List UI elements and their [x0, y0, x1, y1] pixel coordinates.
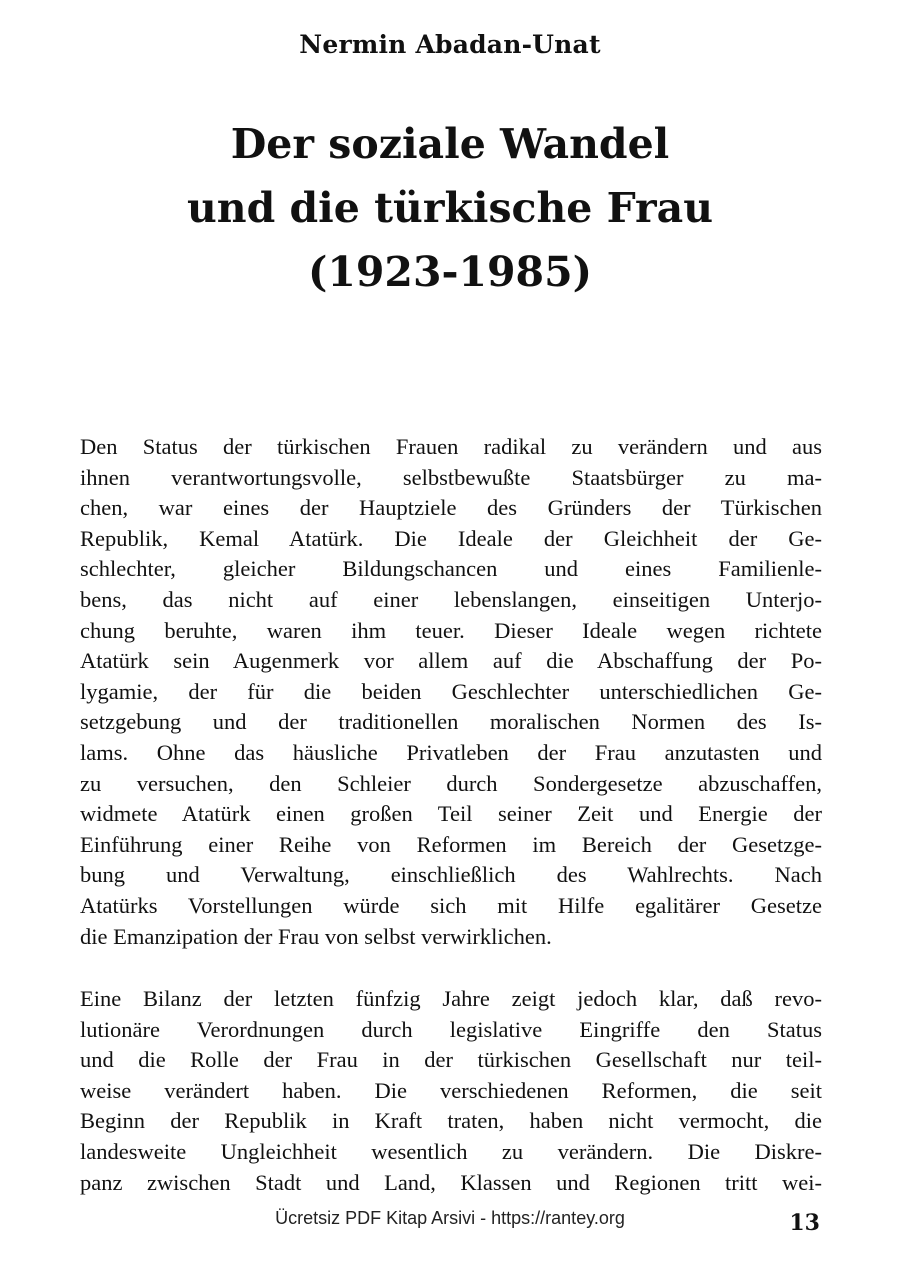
footer-source-link: Ücretsiz PDF Kitap Arsivi - https://rantey.org	[275, 1208, 625, 1228]
text-line: Beginn der Republik in Kraft traten, haben nicht vermocht, die	[80, 1108, 822, 1134]
text-line: zu versuchen, den Schleier durch Sondergesetze abzuschaffen,	[80, 770, 822, 796]
text-line: ihnen verantwortungsvolle, selbstbewußte Staatsbürger zu ma-	[80, 464, 822, 490]
text-line: panz zwischen Stadt und Land, Klassen und Regionen tritt wei-	[80, 1169, 822, 1195]
chapter-title	[0, 112, 900, 304]
text-line: lygamie, der für die beiden Geschlechter unterschiedlichen Ge-	[80, 678, 822, 704]
text-line: bens, das nicht auf einer lebenslangen, einseitigen Unterjo-	[80, 586, 822, 612]
text-line: landesweite Ungleichheit wesentlich zu verändern. Die Diskre-	[80, 1138, 822, 1164]
text-line: schlechter, gleicher Bildungschancen und eines Familienle-	[80, 556, 822, 582]
title-line: (1923-1985)	[307, 248, 593, 296]
page-number: 13	[789, 1210, 820, 1236]
text-line: bung und Verwaltung, einschließlich des Wahlrechts. Nach	[80, 862, 822, 888]
text-line: Atatürk sein Augenmerk vor allem auf die Abschaffung der Po-	[80, 648, 822, 674]
text-line: widmete Atatürk einen großen Teil seiner Zeit und Energie der	[80, 801, 822, 827]
text-line: Eine Bilanz der letzten fünfzig Jahre zeigt jedoch klar, daß revo-	[80, 986, 822, 1011]
paragraph-2	[80, 984, 822, 1198]
text-line: die Emanzipation der Frau von selbst verwirklichen.	[80, 923, 552, 949]
title-line: Der soziale Wandel	[230, 120, 670, 168]
text-line: chen, war eines der Hauptziele des Gründers der Türkischen	[80, 495, 822, 521]
text-line: weise verändert haben. Die verschiedenen Reformen, die seit	[80, 1077, 822, 1103]
text-line: setzgebung und der traditionellen moralischen Normen des Is-	[80, 709, 822, 735]
text-line: Atatürks Vorstellungen würde sich mit Hilfe egalitärer Gesetze	[80, 892, 822, 918]
text-line: lams. Ohne das häusliche Privatleben der Frau anzutasten und	[80, 739, 822, 765]
author-name: Nermin Abadan-Unat	[299, 30, 601, 59]
text-line: Einführung einer Reihe von Reformen im Bereich der Gesetzge-	[80, 831, 822, 857]
text-line: lutionäre Verordnungen durch legislative Eingriffe den Status	[80, 1016, 822, 1042]
text-line: chung beruhte, waren ihm teuer. Dieser Ideale wegen richtete	[80, 617, 822, 643]
title-line: und die türkische Frau	[186, 184, 714, 232]
text-line: Den Status der türkischen Frauen radikal zu verändern und aus	[80, 434, 822, 459]
text-line: und die Rolle der Frau in der türkischen Gesellschaft nur teil-	[80, 1047, 822, 1073]
text-line: Republik, Kemal Atatürk. Die Ideale der Gleichheit der Ge-	[80, 525, 822, 551]
paragraph-1	[80, 432, 822, 952]
